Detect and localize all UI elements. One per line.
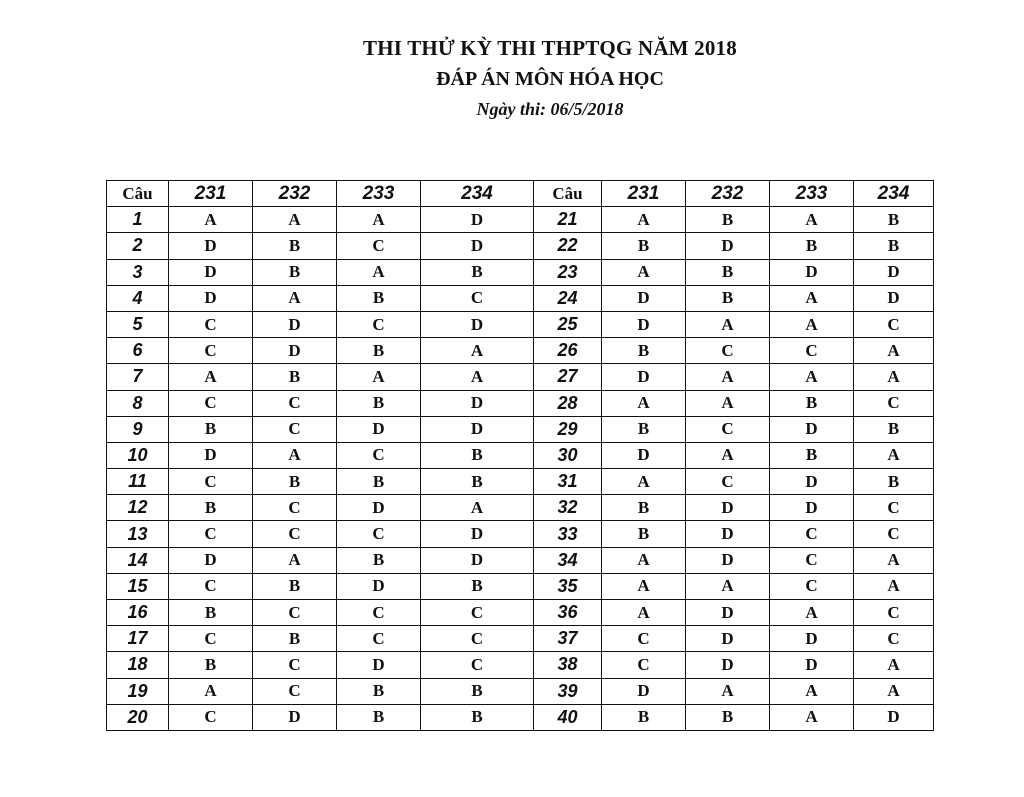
- answer-cell-right-code-1: C: [686, 416, 770, 442]
- answer-cell-right-code-1: B: [686, 285, 770, 311]
- answer-cell-left-code-3: B: [421, 259, 534, 285]
- answer-cell-left-code-2: C: [337, 311, 421, 337]
- answer-cell-left-code-3: C: [421, 626, 534, 652]
- answer-cell-right-code-0: B: [602, 416, 686, 442]
- answer-cell-right-code-0: D: [602, 442, 686, 468]
- answer-cell-right-code-1: D: [686, 521, 770, 547]
- answer-cell-right-code-3: A: [854, 573, 934, 599]
- answer-cell-left-code-1: C: [253, 390, 337, 416]
- answer-cell-right-code-1: B: [686, 259, 770, 285]
- answer-cell-right-code-3: C: [854, 390, 934, 416]
- header-code-231-right: 231: [602, 181, 686, 207]
- answer-cell-right-code-3: C: [854, 495, 934, 521]
- answer-cell-right-code-2: B: [770, 442, 854, 468]
- question-number-left: 10: [107, 442, 169, 468]
- answer-cell-right-code-0: C: [602, 652, 686, 678]
- answer-cell-left-code-0: C: [169, 573, 253, 599]
- table-row: [107, 521, 934, 547]
- question-number-right: 35: [534, 573, 602, 599]
- table-row: [107, 285, 934, 311]
- answer-cell-right-code-3: A: [854, 547, 934, 573]
- header-code-233-right: 233: [770, 181, 854, 207]
- answer-cell-left-code-2: B: [337, 704, 421, 730]
- question-number-left: 15: [107, 573, 169, 599]
- answer-cell-right-code-2: D: [770, 259, 854, 285]
- question-number-left: 19: [107, 678, 169, 704]
- answer-cell-left-code-0: B: [169, 652, 253, 678]
- answer-cell-left-code-3: D: [421, 547, 534, 573]
- table-row: [107, 469, 934, 495]
- answer-cell-left-code-3: A: [421, 495, 534, 521]
- answer-cell-left-code-2: D: [337, 652, 421, 678]
- answer-cell-right-code-3: B: [854, 469, 934, 495]
- answer-cell-right-code-0: A: [602, 469, 686, 495]
- answer-cell-left-code-2: B: [337, 678, 421, 704]
- question-number-left: 1: [107, 207, 169, 233]
- question-number-left: 16: [107, 600, 169, 626]
- answer-cell-right-code-0: A: [602, 259, 686, 285]
- question-number-right: 28: [534, 390, 602, 416]
- table-row: [107, 652, 934, 678]
- answer-cell-left-code-0: B: [169, 495, 253, 521]
- table-row: [107, 311, 934, 337]
- question-number-right: 24: [534, 285, 602, 311]
- header-code-231-left: 231: [169, 181, 253, 207]
- answer-cell-left-code-2: B: [337, 390, 421, 416]
- answer-cell-right-code-2: D: [770, 652, 854, 678]
- answer-cell-left-code-2: C: [337, 626, 421, 652]
- answer-cell-left-code-2: B: [337, 469, 421, 495]
- header-code-234-left: 234: [421, 181, 534, 207]
- answer-cell-left-code-0: D: [169, 547, 253, 573]
- question-number-right: 34: [534, 547, 602, 573]
- answer-cell-right-code-2: D: [770, 469, 854, 495]
- answer-cell-right-code-1: A: [686, 364, 770, 390]
- document-subtitle: ĐÁP ÁN MÔN HÓA HỌC: [436, 68, 664, 90]
- answer-cell-right-code-0: C: [602, 626, 686, 652]
- header-code-234-right: 234: [854, 181, 934, 207]
- table-row: [107, 259, 934, 285]
- answer-cell-right-code-3: A: [854, 652, 934, 678]
- answer-cell-left-code-2: B: [337, 285, 421, 311]
- answer-cell-left-code-1: B: [253, 259, 337, 285]
- answer-cell-right-code-2: D: [770, 626, 854, 652]
- answer-cell-right-code-3: A: [854, 442, 934, 468]
- answer-cell-left-code-0: C: [169, 338, 253, 364]
- answer-cell-right-code-1: A: [686, 442, 770, 468]
- answer-cell-right-code-0: A: [602, 547, 686, 573]
- question-number-left: 14: [107, 547, 169, 573]
- answer-cell-right-code-3: A: [854, 364, 934, 390]
- answer-cell-left-code-3: D: [421, 311, 534, 337]
- answer-cell-left-code-3: B: [421, 469, 534, 495]
- question-number-right: 21: [534, 207, 602, 233]
- answer-cell-left-code-1: C: [253, 600, 337, 626]
- answer-cell-left-code-3: D: [421, 416, 534, 442]
- question-number-left: 9: [107, 416, 169, 442]
- answer-cell-right-code-1: C: [686, 338, 770, 364]
- answer-cell-left-code-1: C: [253, 495, 337, 521]
- answer-cell-left-code-3: D: [421, 390, 534, 416]
- table-row: [107, 442, 934, 468]
- answer-cell-right-code-2: D: [770, 416, 854, 442]
- answer-cell-right-code-2: C: [770, 338, 854, 364]
- answer-cell-left-code-0: D: [169, 285, 253, 311]
- answer-cell-left-code-2: C: [337, 233, 421, 259]
- table-row: [107, 600, 934, 626]
- answer-cell-left-code-0: D: [169, 442, 253, 468]
- question-number-right: 31: [534, 469, 602, 495]
- answer-cell-left-code-0: A: [169, 678, 253, 704]
- answer-cell-right-code-1: A: [686, 678, 770, 704]
- question-number-right: 29: [534, 416, 602, 442]
- question-number-left: 5: [107, 311, 169, 337]
- question-number-left: 11: [107, 469, 169, 495]
- question-number-right: 26: [534, 338, 602, 364]
- header-code-232-right: 232: [686, 181, 770, 207]
- answer-cell-right-code-1: D: [686, 626, 770, 652]
- answer-cell-left-code-3: C: [421, 285, 534, 311]
- table-row: [107, 678, 934, 704]
- answer-cell-right-code-1: D: [686, 233, 770, 259]
- answer-cell-left-code-1: A: [253, 207, 337, 233]
- table-row: [107, 704, 934, 730]
- answer-cell-left-code-2: C: [337, 442, 421, 468]
- answer-cell-left-code-3: C: [421, 600, 534, 626]
- header-question-right: Câu: [534, 181, 602, 207]
- question-number-left: 17: [107, 626, 169, 652]
- answer-cell-left-code-2: B: [337, 338, 421, 364]
- answer-cell-right-code-0: B: [602, 521, 686, 547]
- answer-key-table: [106, 180, 934, 731]
- answer-cell-right-code-3: D: [854, 259, 934, 285]
- answer-cell-left-code-1: A: [253, 442, 337, 468]
- question-number-left: 12: [107, 495, 169, 521]
- answer-cell-left-code-3: B: [421, 678, 534, 704]
- answer-cell-right-code-3: B: [854, 416, 934, 442]
- answer-cell-left-code-3: D: [421, 521, 534, 547]
- answer-cell-left-code-2: C: [337, 521, 421, 547]
- answer-cell-right-code-2: A: [770, 285, 854, 311]
- question-number-left: 7: [107, 364, 169, 390]
- question-number-left: 6: [107, 338, 169, 364]
- question-number-right: 39: [534, 678, 602, 704]
- answer-cell-left-code-0: C: [169, 704, 253, 730]
- answer-cell-left-code-2: B: [337, 547, 421, 573]
- question-number-right: 22: [534, 233, 602, 259]
- answer-cell-left-code-1: C: [253, 521, 337, 547]
- table-row: [107, 573, 934, 599]
- answer-cell-left-code-1: B: [253, 364, 337, 390]
- header-question-left: Câu: [107, 181, 169, 207]
- answer-cell-left-code-3: D: [421, 233, 534, 259]
- answer-cell-left-code-0: D: [169, 259, 253, 285]
- table-row: [107, 495, 934, 521]
- answer-cell-right-code-0: B: [602, 704, 686, 730]
- answer-cell-left-code-3: B: [421, 573, 534, 599]
- answer-cell-right-code-3: C: [854, 521, 934, 547]
- answer-cell-left-code-3: C: [421, 652, 534, 678]
- header-code-232-left: 232: [253, 181, 337, 207]
- answer-cell-left-code-1: B: [253, 573, 337, 599]
- answer-cell-right-code-1: D: [686, 495, 770, 521]
- answer-cell-right-code-1: A: [686, 311, 770, 337]
- answer-cell-right-code-3: B: [854, 207, 934, 233]
- answer-cell-left-code-0: C: [169, 311, 253, 337]
- answer-cell-left-code-1: C: [253, 678, 337, 704]
- answer-cell-right-code-0: A: [602, 600, 686, 626]
- answer-cell-left-code-1: D: [253, 704, 337, 730]
- table-row: [107, 547, 934, 573]
- table-row: [107, 364, 934, 390]
- answer-cell-left-code-0: C: [169, 469, 253, 495]
- answer-cell-left-code-0: C: [169, 521, 253, 547]
- table-header-row: [107, 181, 934, 207]
- answer-cell-right-code-2: C: [770, 521, 854, 547]
- question-number-right: 38: [534, 652, 602, 678]
- question-number-left: 3: [107, 259, 169, 285]
- answer-cell-right-code-2: A: [770, 704, 854, 730]
- answer-cell-left-code-0: D: [169, 233, 253, 259]
- answer-cell-left-code-0: A: [169, 207, 253, 233]
- answer-cell-right-code-0: A: [602, 573, 686, 599]
- answer-cell-right-code-3: A: [854, 338, 934, 364]
- answer-cell-right-code-1: C: [686, 469, 770, 495]
- answer-cell-left-code-1: B: [253, 469, 337, 495]
- answer-cell-left-code-2: C: [337, 600, 421, 626]
- answer-cell-left-code-2: D: [337, 416, 421, 442]
- answer-cell-right-code-2: A: [770, 311, 854, 337]
- answer-cell-left-code-1: B: [253, 233, 337, 259]
- answer-cell-right-code-1: A: [686, 390, 770, 416]
- question-number-left: 13: [107, 521, 169, 547]
- answer-cell-left-code-0: A: [169, 364, 253, 390]
- question-number-right: 33: [534, 521, 602, 547]
- table-row: [107, 416, 934, 442]
- question-number-left: 18: [107, 652, 169, 678]
- answer-cell-right-code-2: A: [770, 207, 854, 233]
- answer-cell-left-code-2: D: [337, 573, 421, 599]
- answer-cell-right-code-1: D: [686, 652, 770, 678]
- answer-cell-left-code-1: D: [253, 311, 337, 337]
- answer-cell-right-code-3: D: [854, 704, 934, 730]
- answer-cell-left-code-1: A: [253, 285, 337, 311]
- answer-cell-right-code-0: D: [602, 364, 686, 390]
- answer-cell-left-code-0: C: [169, 626, 253, 652]
- answer-cell-right-code-3: B: [854, 233, 934, 259]
- answer-cell-right-code-1: B: [686, 704, 770, 730]
- answer-cell-right-code-1: B: [686, 207, 770, 233]
- question-number-right: 25: [534, 311, 602, 337]
- question-number-right: 37: [534, 626, 602, 652]
- table-row: [107, 390, 934, 416]
- answer-cell-left-code-2: A: [337, 259, 421, 285]
- answer-cell-left-code-3: A: [421, 364, 534, 390]
- answer-cell-right-code-0: B: [602, 233, 686, 259]
- table-row: [107, 338, 934, 364]
- answer-cell-left-code-3: A: [421, 338, 534, 364]
- exam-date: Ngày thi: 06/5/2018: [476, 99, 624, 119]
- answer-cell-right-code-2: C: [770, 573, 854, 599]
- answer-cell-left-code-0: B: [169, 416, 253, 442]
- document-title: THI THỬ KỲ THI THPTQG NĂM 2018: [363, 36, 737, 60]
- question-number-right: 27: [534, 364, 602, 390]
- answer-cell-right-code-0: A: [602, 390, 686, 416]
- answer-cell-right-code-2: D: [770, 495, 854, 521]
- question-number-right: 36: [534, 600, 602, 626]
- answer-cell-right-code-2: B: [770, 390, 854, 416]
- answer-cell-right-code-1: D: [686, 600, 770, 626]
- answer-cell-right-code-3: C: [854, 311, 934, 337]
- answer-cell-right-code-2: A: [770, 600, 854, 626]
- answer-cell-right-code-3: D: [854, 285, 934, 311]
- answer-cell-right-code-0: D: [602, 285, 686, 311]
- answer-cell-right-code-3: C: [854, 600, 934, 626]
- answer-table-body: [107, 207, 934, 731]
- answer-cell-right-code-2: A: [770, 364, 854, 390]
- answer-cell-right-code-3: C: [854, 626, 934, 652]
- answer-cell-left-code-1: C: [253, 652, 337, 678]
- answer-cell-left-code-1: D: [253, 338, 337, 364]
- question-number-right: 23: [534, 259, 602, 285]
- answer-cell-left-code-1: B: [253, 626, 337, 652]
- answer-cell-right-code-1: A: [686, 573, 770, 599]
- answer-cell-right-code-0: D: [602, 678, 686, 704]
- answer-cell-left-code-3: B: [421, 442, 534, 468]
- answer-cell-left-code-3: D: [421, 207, 534, 233]
- table-row: [107, 233, 934, 259]
- answer-cell-left-code-0: C: [169, 390, 253, 416]
- question-number-left: 8: [107, 390, 169, 416]
- question-number-right: 40: [534, 704, 602, 730]
- answer-cell-right-code-0: B: [602, 495, 686, 521]
- question-number-left: 20: [107, 704, 169, 730]
- question-number-right: 30: [534, 442, 602, 468]
- question-number-right: 32: [534, 495, 602, 521]
- answer-cell-left-code-1: C: [253, 416, 337, 442]
- answer-cell-right-code-2: B: [770, 233, 854, 259]
- answer-cell-right-code-0: D: [602, 311, 686, 337]
- answer-cell-right-code-0: A: [602, 207, 686, 233]
- question-number-left: 2: [107, 233, 169, 259]
- answer-cell-right-code-0: B: [602, 338, 686, 364]
- answer-cell-right-code-2: C: [770, 547, 854, 573]
- answer-cell-right-code-2: A: [770, 678, 854, 704]
- answer-cell-left-code-0: B: [169, 600, 253, 626]
- answer-cell-left-code-2: A: [337, 364, 421, 390]
- header-code-233-left: 233: [337, 181, 421, 207]
- answer-cell-right-code-3: A: [854, 678, 934, 704]
- answer-cell-right-code-1: D: [686, 547, 770, 573]
- answer-cell-left-code-1: A: [253, 547, 337, 573]
- table-row: [107, 626, 934, 652]
- answer-cell-left-code-3: B: [421, 704, 534, 730]
- answer-cell-left-code-2: D: [337, 495, 421, 521]
- question-number-left: 4: [107, 285, 169, 311]
- answer-cell-left-code-2: A: [337, 207, 421, 233]
- table-row: [107, 207, 934, 233]
